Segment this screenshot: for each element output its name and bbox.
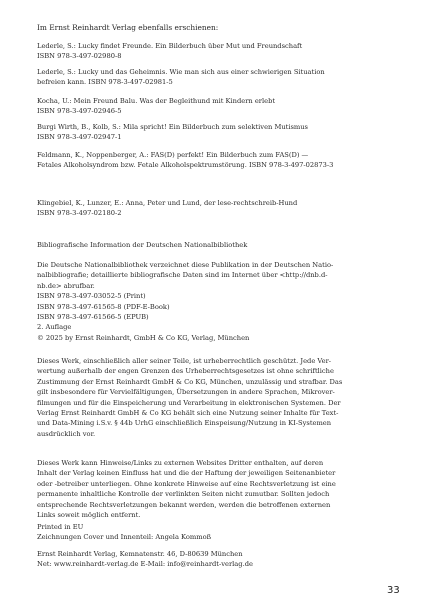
biblio-line: Die Deutsche Nationalbibliothek verzeichnet diese Publikation in der Deutschen Natio-: [37, 261, 334, 269]
legal-line: Zustimmung der Ernst Reinhardt GmbH & Co KG, München, unzulässig und strafbar. Das: [37, 377, 343, 386]
bibliographic-info: [37, 260, 393, 333]
legal-line: und Data-Mining i.S.v. § 44b UrhG einschließlich Einspeisung/Nutzung in KI-Systemen: [37, 419, 332, 428]
book-entry: [37, 42, 393, 62]
biblio-line: nb.de> abrufbar.: [37, 281, 95, 290]
disclaimer-line: Links soweit möglich entfernt.: [37, 511, 141, 520]
book-title-line: Kocha, U.: Mein Freund Balu. Was der Begleithund mit Kindern erlebt: [37, 97, 276, 105]
printing-credits: [37, 522, 393, 543]
publisher-address: [37, 549, 393, 570]
page-number: 33: [387, 585, 400, 596]
book-title-line: Feldmann, K., Noppenberger, A.: FAS(D) perfekt! Ein Bilderbuch zum FAS(D) —: [37, 151, 309, 159]
book-isbn-line: Fetales Alkoholsyndrom bzw. Fetale Alkoholspektrumstörung. ISBN 978-3-497-02873-3: [37, 160, 334, 169]
book-entry: [37, 199, 393, 219]
disclaimer-line: oder -betreiber unterliegen. Ohne konkrete Hinweise auf eine Rechtsverletzung ist eine: [37, 479, 336, 488]
legal-line: filmungen und für die Einspeicherung und Verarbeitung in elektronischen Systemen. Der: [37, 398, 341, 407]
book-title-line: Lederle, S.: Lucky und das Geheimnis. Wie man sich aus einer schwierigen Situation: [37, 68, 325, 76]
book-isbn-line: ISBN 978-3-497-02980-8: [37, 51, 122, 60]
bibliographic-info-heading: [37, 240, 393, 250]
book-entry: [37, 68, 393, 88]
disclaimer-line: permanente inhaltliche Kontrolle der verlinkten Seiten nicht zumutbar. Sollten jedoch: [37, 490, 330, 499]
isbn-pdf: ISBN 978-3-497-61565-8 (PDF-E-Book): [37, 302, 170, 311]
external-links-disclaimer: [37, 458, 393, 520]
copyright-line: © 2025 by Ernst Reinhardt, GmbH & Co KG, Verlag, München: [37, 334, 250, 342]
book-entry: [37, 151, 393, 171]
illustration-credit: Zeichnungen Cover und Innenteil: Angela Kommoß: [37, 533, 212, 542]
printed-in: Printed in EU: [37, 523, 84, 531]
address-line: Ernst Reinhardt Verlag, Kemnatenstr. 46, D-80639 München: [37, 550, 243, 558]
contact-line: Net: www.reinhardt-verlag.de E-Mail: info@reinhardt-verlag.de: [37, 560, 253, 569]
legal-line: gilt insbesondere für Vervielfältigungen, Übersetzungen in andere Sprachen, Mikrover-: [37, 388, 335, 397]
legal-line: Dieses Werk, einschließlich aller seiner Teile, ist urheberrechtlich geschützt. Jede Ver-: [37, 357, 332, 365]
disclaimer-line: Inhalt der Verlag keinen Einfluss hat und die der Haftung der jeweiligen Seitenanbieter: [37, 469, 336, 478]
book-imprint-page: [37, 0, 397, 600]
copyright-notice: [37, 333, 393, 343]
book-title-line: Burgi Wirth, B., Kolb, S.: Mila spricht! Ein Bilderbuch zum selektiven Mutismus: [37, 123, 308, 131]
also-published-heading: Im Ernst Reinhardt Verlag ebenfalls erschienen:: [37, 23, 219, 32]
isbn-print: ISBN 978-3-497-03052-5 (Print): [37, 292, 146, 301]
disclaimer-line: entsprechende Rechtsverletzungen bekannt werden, werden die betroffenen externen: [37, 500, 331, 509]
isbn-epub: ISBN 978-3-497-61566-5 (EPUB): [37, 313, 149, 322]
bibliographic-info-title: Bibliografische Information der Deutschen Nationalbibliothek: [37, 241, 248, 249]
edition: 2. Auflage: [37, 323, 72, 332]
legal-line: Verlag Ernst Reinhardt GmbH & Co KG behält sich eine Nutzung seiner Inhalte für Text-: [37, 409, 339, 418]
book-isbn-line: befreien kann. ISBN 978-3-497-02981-5: [37, 77, 173, 86]
legal-line: wertung außerhalb der engen Grenzen des Urheberrechtsgesetzes ist ohne schriftliche: [37, 367, 334, 376]
legal-notice: [37, 356, 393, 439]
book-title-line: Lederle, S.: Lucky findet Freunde. Ein Bilderbuch über Mut und Freundschaft: [37, 42, 303, 50]
book-isbn-line: ISBN 978-3-497-02947-1: [37, 132, 122, 141]
biblio-line: nalbibliografie; detaillierte bibliografische Daten sind im Internet über <http://dnb.d-: [37, 271, 328, 280]
book-isbn-line: ISBN 978-3-497-02180-2: [37, 208, 122, 217]
disclaimer-line: Dieses Werk kann Hinweise/Links zu externen Websites Dritter enthalten, auf deren: [37, 459, 324, 467]
book-isbn-line: ISBN 978-3-497-02946-5: [37, 106, 122, 115]
legal-line: ausdrücklich vor.: [37, 429, 96, 438]
book-title-line: Klingebiel, K., Lunzer, E.: Anna, Peter und Lund, der lese-rechtschreib-Hund: [37, 199, 298, 207]
book-entry: [37, 123, 393, 143]
book-entry: [37, 97, 393, 117]
